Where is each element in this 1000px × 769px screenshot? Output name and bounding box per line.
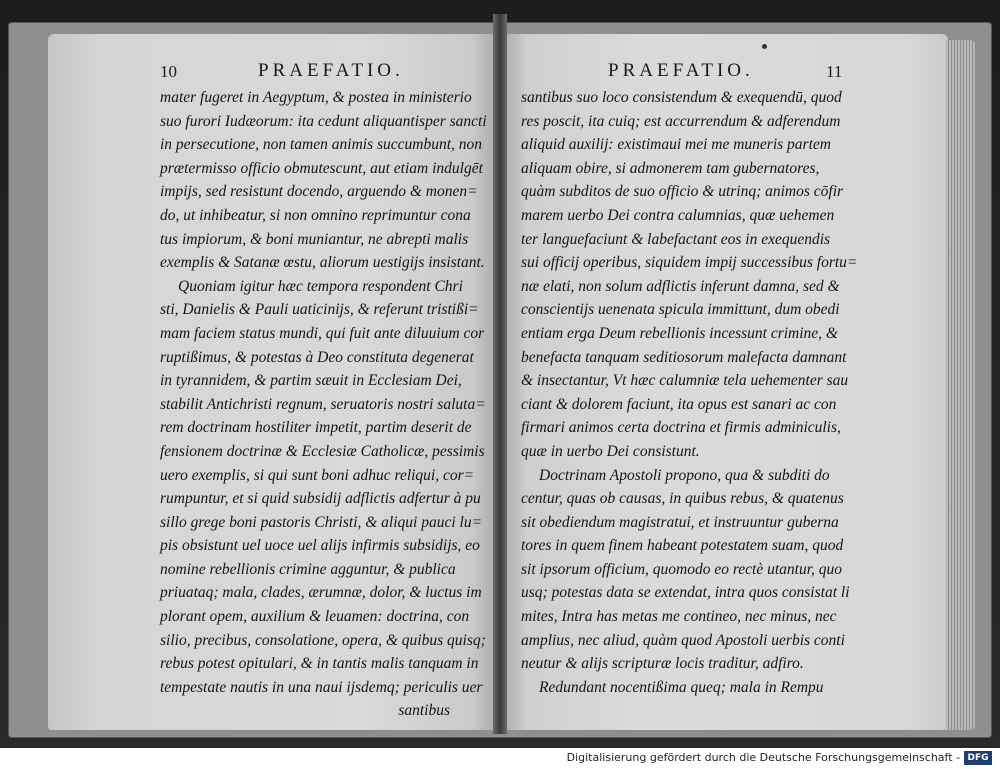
text-line: benefacta tanquam seditiosorum malefacta damnant [521, 348, 847, 366]
left-text-block [160, 86, 487, 723]
text-line: rebus potest opitulari, & in tantis malis tanquam in [160, 655, 479, 673]
dfg-logo: DFG [964, 751, 992, 765]
text-line: & insectantur, Vt hæc calumniæ tela uehementer sau [521, 372, 849, 390]
text-line: sillo grege boni pastoris Christi, & aliqui pauci lu= [160, 513, 483, 531]
text-line: entiam erga Deum rebellionis incessunt crimine, & [521, 324, 838, 342]
text-line: tores in quem finem habeant potestatem suam, quod [521, 537, 844, 555]
text-line: sti, Danielis & Pauli uaticinijs, & referunt tristißi= [160, 301, 479, 319]
text-line: usq; potestas data se extendat, intra quos consistat li [521, 584, 850, 602]
book-gutter [493, 14, 507, 734]
text-line: tus impiorum, & boni muniantur, ne abrepti malis [160, 230, 469, 248]
text-line: Redundant nocentißima queq; mala in Rempu [539, 678, 824, 696]
text-line: sit ipsorum officium, quomodo eo rectè utantur, quo [521, 560, 843, 578]
text-line: aliquid auxilij: existimaui mei me muneris partem [521, 136, 831, 154]
text-line: neutur & alijs scripturæ locis traditur, adfiro. [521, 655, 804, 673]
text-line: rumpuntur, et si quid subsidij adflictis adfertur à pu [160, 490, 481, 508]
text-line: pis obsistunt uel uoce uel alijs infirmis subsidijs, eo [160, 537, 480, 555]
binding-thread-mark [762, 44, 767, 49]
text-line: fensionem doctrinæ & Ecclesiæ Catholicæ, pessimis [160, 442, 485, 460]
text-line: centur, quas ob causas, in quibus rebus, & quatenus [521, 490, 844, 508]
text-line: exemplis & Satanæ œstu, aliorum uestigijs insistant. [160, 254, 485, 272]
footer-credit: Digitalisierung gefördert durch die Deutsche Forschungsgemeinschaft - [566, 751, 960, 764]
right-folio: 11 [826, 62, 843, 81]
text-line: conscientijs uenenata spicula immittunt, dum obedi [521, 301, 840, 319]
text-line: ter languefaciunt & labefactant eos in exequendis [521, 230, 831, 248]
text-line: santibus suo loco consistendum & exequendū, quod [521, 89, 842, 106]
right-running-head: PRAEFATIO. [608, 60, 754, 81]
text-line: suo furori Iudæorum: ita cedunt aliquantisper sancti [160, 112, 487, 130]
text-line: firmari animos certa doctrina et firmis adminiculis, [521, 419, 841, 437]
text-line: mites, Intra has metas me contineo, nec minus, nec [521, 608, 837, 626]
text-line: ciant & dolorem faciunt, ita opus est sanari ac con [521, 395, 837, 413]
text-line: plorant opem, auxilium & leuamen: doctrina, con [160, 608, 470, 626]
left-folio: 10 [160, 62, 177, 81]
text-line: impijs, sed resistunt docendo, arguendo & monen= [160, 183, 478, 201]
text-line: nomine rebellionis crimine agguntur, & publica [160, 560, 456, 578]
text-line: do, ut inhibeatur, si non omnino reprimuntur cona [160, 206, 471, 224]
text-line: ruptißimus, & potestas à Deo constituta degenerat [160, 348, 474, 366]
right-text-block [521, 86, 858, 699]
text-line: quæ in uerbo Dei consistunt. [521, 442, 700, 460]
text-line: mater fugeret in Aegyptum, & postea in ministerio [160, 89, 472, 106]
text-line: aliquam obire, si admonerem tam gubernatores, [521, 159, 820, 177]
text-line: sui officij operibus, siquidem impij successibus fortu= [521, 254, 858, 272]
text-line: sit obediendum magistratui, et instruuntur guberna [521, 513, 839, 531]
text-line: amplius, nec aliud, quàm quod Apostoli uerbis conti [521, 631, 845, 649]
left-running-head: PRAEFATIO. [258, 60, 404, 81]
text-line: in tyrannidem, & partim sæuit in Ecclesiam Dei, [160, 372, 462, 390]
text-line: uero exemplis, si qui sunt boni adhuc reliqui, cor= [160, 466, 475, 484]
text-line: tempestate nautis in una naui ijsdemq; periculis uer [160, 678, 483, 696]
text-line: næ elati, non solum adflictis inferunt damna, sed & [521, 277, 840, 295]
text-line: in persecutione, non tamen animis succumbunt, non [160, 136, 483, 154]
text-line: Doctrinam Apostoli propono, qua & subditi do [539, 466, 830, 484]
text-line: res poscit, ita cuiq; est accurrendum & adferendum [521, 112, 841, 130]
text-line: silio, precibus, consolatione, opera, & quibus quisq; [160, 631, 486, 649]
text-line: marem uerbo Dei contra calumnias, quæ uehemen [521, 206, 835, 224]
page-edges [946, 40, 976, 730]
footer-bar [0, 748, 1000, 769]
text-line: rem doctrinam hostiliter impetit, partim deserit de [160, 419, 472, 437]
text-line: priuataq; mala, clades, ærumnæ, dolor, & luctus im [160, 584, 482, 602]
text-line: quàm subditos de suo officio & utrinq; animos cōfir [521, 183, 844, 201]
text-line: prætermisso officio obmutescunt, aut etiam indulgēt [160, 159, 483, 177]
text-line: stabilit Antichristi regnum, seruatoris nostri saluta= [160, 395, 486, 413]
text-line: mam faciem status mundi, qui fuit ante diluuium cor [160, 324, 485, 342]
text-line: santibus [398, 702, 450, 720]
text-line: Quoniam igitur hæc tempora respondent Chri [178, 277, 463, 295]
